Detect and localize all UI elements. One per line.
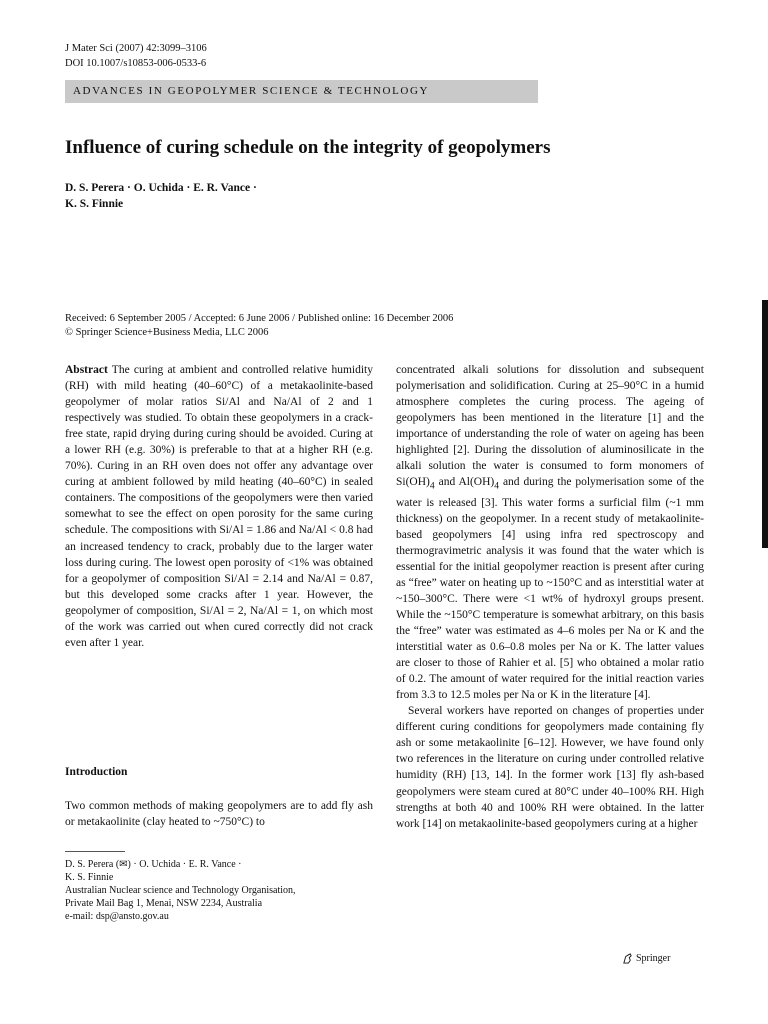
- affiliation-line-2: K. S. Finnie: [65, 872, 114, 883]
- abstract-text: The curing at ambient and controlled relative humidity (RH) with mild heating (40–60°C) of a metakaolinite-based geopolymer of molar ratios Si/Al and Na/Al of 2 and 1 respectively was studied. To obtain these geopolymers in a crack-free state, rapid drying during curing should be avoided. Curing at a lower RH (e.g. 30%) is preferable to that at a higher RH (e.g. 70%). Curing in an RH oven does not offer any advantage over curing at ambient followed by mild heating (40–60°C) in sealed containers. The compositions of the geopolymers were then varied somewhat to see the effect on open porosity for the same curing schedule. The compositions with Si/Al = 1.86 and Na/Al < 0.8 had an increased tendency to crack, probably due to the larger water loss during curing. The lowest open porosity of <1% was obtained for a geopolymer of composition Si/Al = 2.14 and Na/Al = 0.87, but this developed some cracks after 1 year. However, the geopolymer of composition, Si/Al = 2, Na/Al = 1, on which most of the work was carried out when cured correctly did not crack even after 1 year.: [65, 364, 373, 649]
- paper-title: Influence of curing schedule on the integrity of geopolymers: [65, 137, 551, 158]
- introduction-heading: Introduction: [65, 766, 128, 778]
- doi: DOI 10.1007/s10853-006-0533-6: [65, 58, 207, 69]
- abstract-label: Abstract: [65, 364, 108, 376]
- body-paragraph: concentrated alkali solutions for dissolution and subsequent polymerisation and solidification. Curing at 25–90°C in a humid atmosphere completes the curing process. The ageing of geopolymers has been mentioned in the literature [1] and the importance of understanding the role of water on ageing has been highlighted [2]. During the dissolution of aluminosilicate in the alkali solution the water is consumed to form monomers of $Si(OH)_4$ and $Al(OH)_4$ and during the polymerisation some of the water is released [3]. This water forms a surficial film (~1 mm thickness) on the geopolymer. In a recent study of metakaolinite-based geopolymers [4] using infra red spectroscopy and thermogravimetric analysis it was found that the water which is essential for the initial geopolymer reaction is present after curing as “free” water on heating up to ~150°C and as interstitial water at ~150–300°C. There were <1 wt% of hydroxyl groups present. While the ~150°C temperature is somewhat arbitrary, on this basis the “free” water was estimated as 4–6 moles per Na or K and the interstitial water as 0.6–0.8 moles per Na or K. The latter values are closer to those of Rahier et al. [5] who obtained a molar ratio of 0.2. The amount of water required for the initial reaction varies from 3.3 to 12.5 moles per Na or K in the literature [4].: [396, 364, 704, 702]
- author-affiliation: [65, 858, 296, 923]
- affiliation-line-3: Australian Nuclear science and Technology Organisation,: [65, 885, 296, 896]
- journal-reference: [65, 41, 207, 71]
- body-paragraph: Several workers have reported on changes of properties under different curing conditions for geopolymers made containing fly ash or some metakaolinite [6–12]. However, we have found only two references in the literature on curing under controlled relative humidity (RH) [13, 14]. In the former work [13] fly ash-based geopolymers were steam cured at 80°C under 40–100% RH. High strengths at both 40 and 100% RH were obtained. In the latter work [14] on metakaolinite-based geopolymers curing at a higher: [396, 705, 704, 830]
- dates-line: Received: 6 September 2005 / Accepted: 6 June 2006 / Published online: 16 December 2006: [65, 313, 454, 324]
- affiliation-line-4: Private Mail Bag 1, Menai, NSW 2234, Australia: [65, 898, 263, 909]
- abstract: [65, 362, 373, 651]
- journal-citation: J Mater Sci (2007) 42:3099–3106: [65, 43, 207, 54]
- publication-history: [65, 312, 453, 340]
- page-edge-tab: [762, 300, 768, 548]
- publisher-mark: [622, 953, 670, 964]
- authors-line-1: D. S. Perera · O. Uchida · E. R. Vance ·: [65, 182, 257, 194]
- section-banner: ADVANCES IN GEOPOLYMER SCIENCE & TECHNOLOGY: [65, 80, 538, 103]
- copyright-line: © Springer Science+Business Media, LLC 2006: [65, 327, 269, 338]
- affiliation-line-1: D. S. Perera (✉) · O. Uchida · E. R. Vance ·: [65, 859, 242, 870]
- springer-horse-icon: [622, 953, 633, 964]
- body-column-right: [396, 362, 704, 832]
- introduction-text: Two common methods of making geopolymers are to add fly ash or metakaolinite (clay heated to ~750°C) to: [65, 800, 373, 829]
- footnote-rule: [65, 851, 125, 852]
- authors: [65, 180, 257, 212]
- publisher-name: Springer: [636, 953, 671, 964]
- author-email[interactable]: e-mail: dsp@ansto.gov.au: [65, 911, 169, 922]
- authors-line-2: K. S. Finnie: [65, 198, 124, 210]
